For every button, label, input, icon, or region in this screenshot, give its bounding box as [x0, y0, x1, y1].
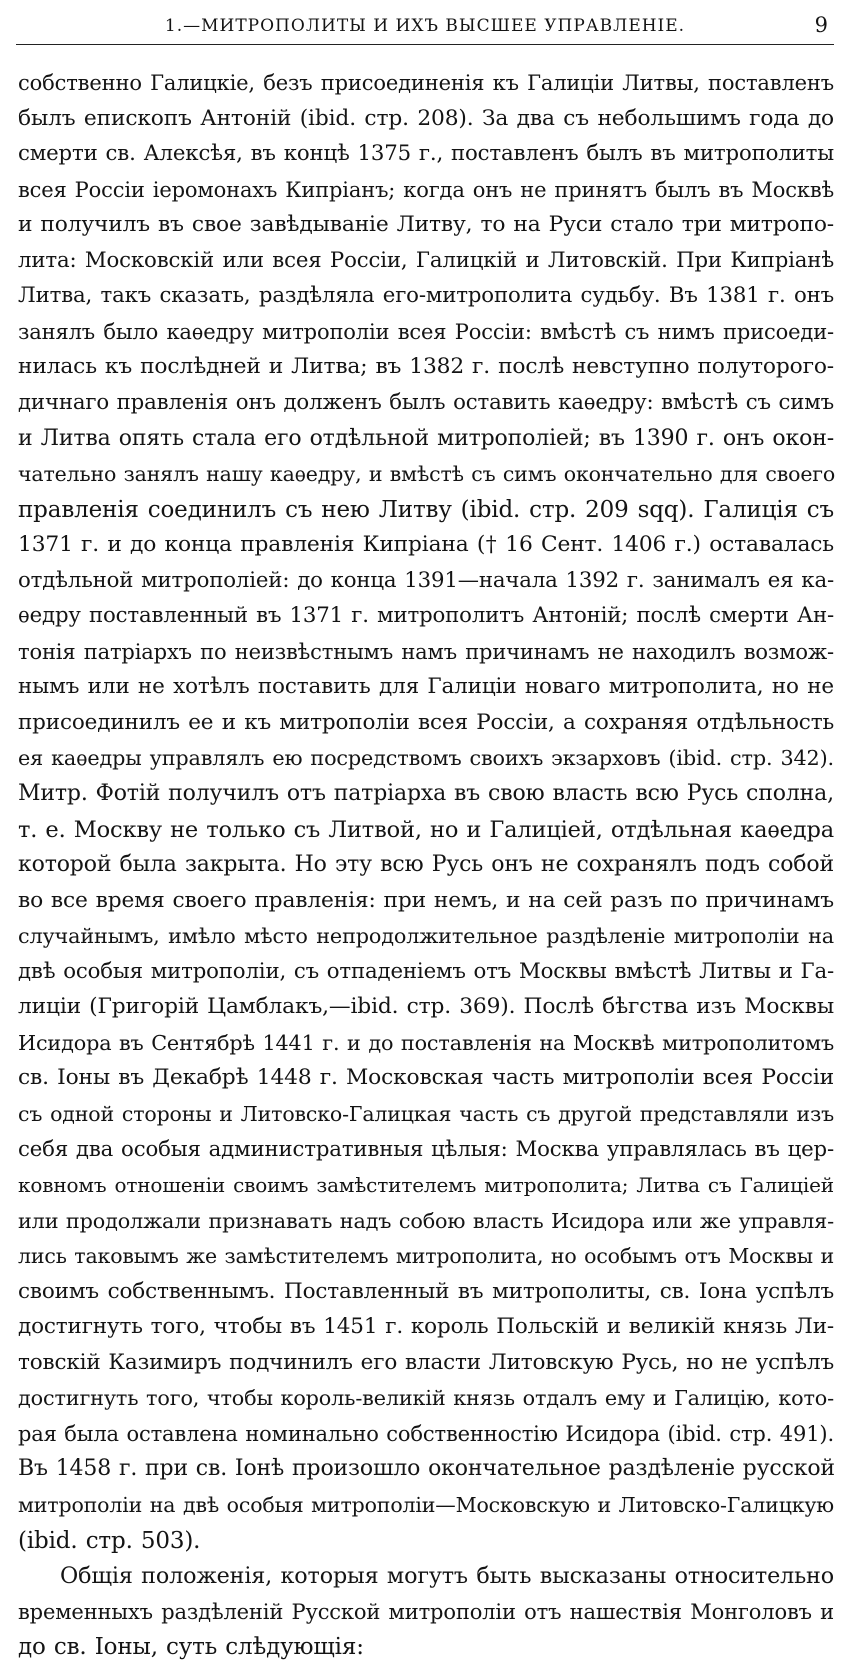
text-line: достигнуть того, чтобы король-великій князь отдалъ ему и Галицію, кото- — [18, 1386, 834, 1410]
text-line: ковномъ отношеніи своимъ замѣстителемъ митрополита; Литва съ Галиціей — [18, 1173, 834, 1197]
text-line: которой была закрыта. Но эту всю Русь онъ не сохранялъ подъ собой — [18, 852, 834, 877]
text-line: съ одной стороны и Литовско-Галицкая часть съ другой представляли изъ — [18, 1102, 834, 1126]
text-line: нилась къ послѣдней и Литва; въ 1382 г. послѣ невступно полуторого- — [18, 354, 834, 379]
text-line: правленія соединилъ съ нею Литву (ibid. стр. 209 sqq). Галиція съ — [18, 497, 834, 523]
text-line: нымъ или не хотѣлъ поставить для Галиціи новаго митрополита, но не — [18, 674, 834, 699]
text-line: лита: Московскій или всея Россіи, Галицкій и Литовскій. При Кипріанѣ — [18, 248, 834, 273]
text-line: рая была оставлена номинально собственностію Исидора (ibid. стр. 491). — [18, 1422, 834, 1446]
text-line: Въ 1458 г. при св. Іонѣ произошло окончательное раздѣленіе русской — [18, 1456, 835, 1481]
text-line: Митр. Фотій получилъ отъ патріарха въ свою власть всю Русь сполна, — [18, 781, 834, 806]
text-line: ея каѳедры управлялъ ею посредствомъ своихъ экзарховъ (ibid. стр. 342). — [18, 746, 834, 770]
text-line: собственно Галицкіе, безъ присоединенія къ Галиціи Литвы, поставленъ — [18, 71, 834, 95]
text-line: присоединилъ ее и къ митрополіи всея Россіи, а сохраняя отдѣльность — [18, 710, 834, 735]
text-line: Литва, такъ сказать, раздѣляла его-митрополита судьбу. Въ 1381 г. онъ — [18, 283, 834, 308]
text-line: лиціи (Григорій Цамблакъ,—ibid. стр. 369). Послѣ бѣгства изъ Москвы — [18, 994, 834, 1019]
running-head: 1.—МИТРОПОЛИТЫ И ИХЪ ВЫСШЕЕ УПРАВЛЕНІЕ. — [164, 16, 686, 36]
text-line: митрополіи на двѣ особыя митрополіи—Московскую и Литовско-Галицкую — [18, 1493, 834, 1517]
text-line: Общія положенія, которыя могутъ быть высказаны относительно — [60, 1563, 834, 1589]
text-line: товскій Казимиръ подчинилъ его власти Литовскую Русь, но не успѣлъ — [18, 1350, 834, 1375]
text-line: двѣ особыя митрополіи, съ отпаденіемъ отъ Москвы вмѣстѣ Литвы и Га- — [18, 959, 834, 984]
text-line: или продолжали признавать надъ собою власть Исидора или же управля- — [18, 1209, 834, 1233]
text-line: случайнымъ, имѣло мѣсто непродолжительное раздѣленіе митрополіи на — [18, 924, 834, 948]
text-line: 1371 г. и до конца правленія Кипріана († 16 Сент. 1406 г.) оставалась — [18, 532, 834, 557]
text-line: и Литва опять стала его отдѣльной митрополіей; въ 1390 г. онъ окон- — [18, 426, 834, 451]
page-number: 9 — [814, 13, 828, 37]
text-line: тонія патріархъ по неизвѣстнымъ намъ причинамъ не находилъ возмож- — [18, 640, 834, 664]
text-line: и получилъ въ свое завѣдываніе Литву, то на Руси стало три митропо- — [18, 212, 834, 237]
text-line: всея Россіи іеромонахъ Кипріанъ; когда онъ не принятъ былъ въ Москвѣ — [18, 178, 834, 202]
text-line: отдѣльной митрополіей: до конца 1391—начала 1392 г. занималъ ея ка- — [18, 568, 834, 593]
text-line: дичнаго правленія онъ долженъ былъ оставить каѳедру: вмѣстѣ съ симъ — [18, 390, 834, 415]
text-line: (ibid. стр. 503). — [18, 1528, 201, 1554]
text-line: достигнуть того, чтобы въ 1451 г. король Польскій и великій князь Ли- — [18, 1314, 834, 1339]
text-line: чательно занялъ нашу каѳедру, и вмѣстѣ съ симъ окончательно для своего — [18, 462, 836, 486]
text-line: Исидора въ Сентябрѣ 1441 г. и до поставленія на Москвѣ митрополитомъ — [18, 1031, 834, 1055]
text-line: смерти св. Алексѣя, въ концѣ 1375 г., поставленъ былъ въ митрополиты — [18, 141, 834, 166]
text-line: лись таковымъ же замѣстителемъ митрополита, но особымъ отъ Москвы и — [18, 1244, 834, 1268]
text-line: ѳедру поставленный въ 1371 г. митрополитъ Антоній; послѣ смерти Ан- — [18, 603, 834, 628]
text-line: временныхъ раздѣленій Русской митрополіи отъ нашествія Монголовъ и — [18, 1600, 834, 1624]
text-line: занялъ было каѳедру митрополіи всея Россіи: вмѣстѣ съ нимъ присоеди- — [18, 320, 834, 344]
text-line: до св. Іоны, суть слѣдующія: — [18, 1634, 364, 1660]
text-line: св. Іоны въ Декабрѣ 1448 г. Московская часть митрополіи всея Россіи — [18, 1065, 834, 1090]
text-line: себя два особыя административныя цѣлыя: Москва управлялась въ цер- — [18, 1137, 834, 1162]
text-line: во все время своего правленія: при немъ, и на сей разъ по причинамъ — [18, 888, 834, 913]
text-line: своимъ собственнымъ. Поставленный въ митрополиты, св. Іона успѣлъ — [18, 1279, 834, 1304]
page-header — [16, 10, 834, 45]
text-line: былъ епископъ Антоній (ibid. стр. 208). За два съ небольшимъ года до — [18, 106, 834, 131]
text-line: т. е. Москву не только съ Литвой, но и Галиціей, отдѣльная каѳедра — [18, 817, 834, 843]
